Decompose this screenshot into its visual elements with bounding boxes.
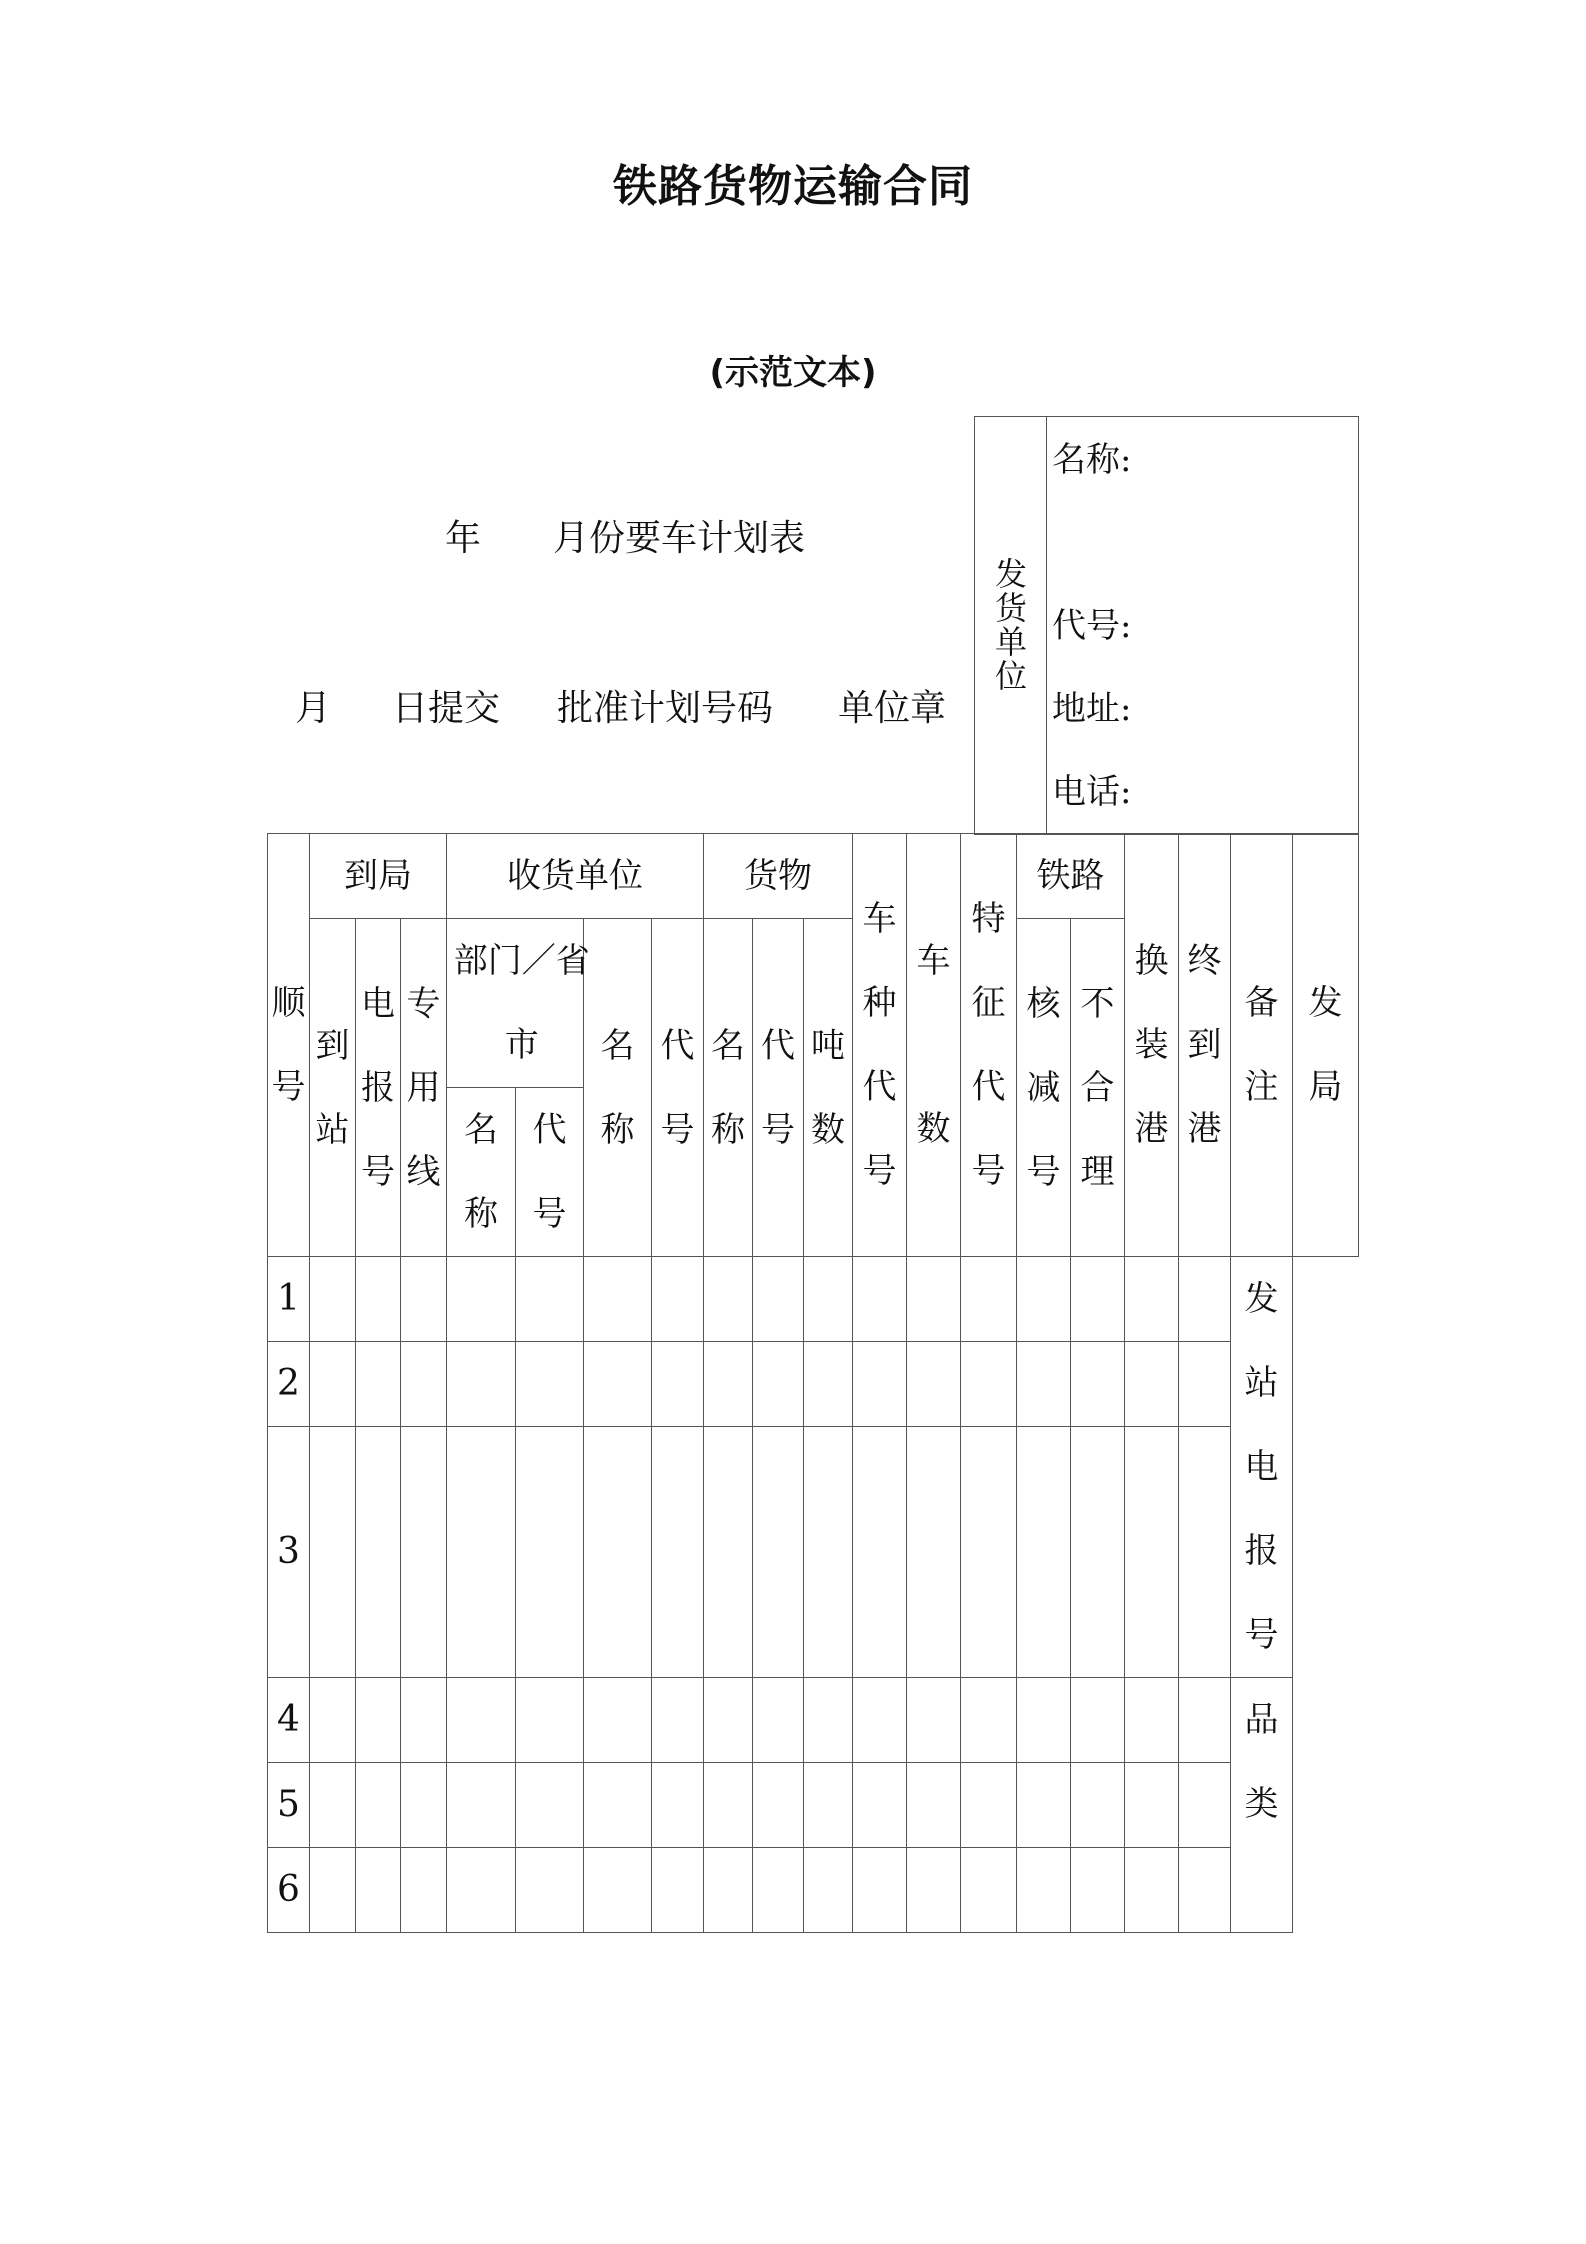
cell[interactable] <box>1179 1257 1231 1342</box>
header-remarks: 备注 <box>1231 834 1293 1257</box>
cell[interactable] <box>753 1763 804 1848</box>
cell[interactable] <box>1125 1678 1179 1763</box>
cell[interactable] <box>1071 1342 1125 1427</box>
cell[interactable] <box>356 1763 401 1848</box>
cell[interactable] <box>853 1678 907 1763</box>
table-row <box>268 1848 1359 1933</box>
cell[interactable] <box>584 1763 652 1848</box>
shipper-address-label: 地址: <box>1052 689 1132 729</box>
cell[interactable] <box>401 1848 447 1933</box>
header-car-count: 车数 <box>907 834 961 1257</box>
header-verify-reduce-no: 核减号 <box>1017 919 1071 1257</box>
cell[interactable] <box>652 1763 704 1848</box>
document-title: 铁路货物运输合同 <box>613 161 973 212</box>
cell[interactable] <box>516 1427 584 1678</box>
header-consignee-code: 代号 <box>652 919 704 1257</box>
header-goods: 货物 <box>704 834 853 919</box>
cell[interactable] <box>1071 1678 1125 1763</box>
cell[interactable] <box>652 1342 704 1427</box>
cell[interactable] <box>704 1763 753 1848</box>
cell[interactable] <box>1017 1427 1071 1678</box>
cell[interactable] <box>804 1427 853 1678</box>
cell[interactable] <box>961 1342 1017 1427</box>
cell[interactable] <box>310 1848 356 1933</box>
cell[interactable] <box>1179 1678 1231 1763</box>
cell[interactable] <box>401 1427 447 1678</box>
header-unreasonable: 不合理 <box>1071 919 1125 1257</box>
cell[interactable] <box>1017 1763 1071 1848</box>
cell[interactable] <box>804 1257 853 1342</box>
cell[interactable] <box>356 1427 401 1678</box>
cell[interactable] <box>310 1342 356 1427</box>
cell[interactable] <box>1179 1427 1231 1678</box>
shipper-heading: 发货单位 <box>995 555 1028 695</box>
cell[interactable] <box>853 1257 907 1342</box>
cell[interactable] <box>584 1342 652 1427</box>
cell[interactable] <box>516 1342 584 1427</box>
row-number: 3 <box>268 1427 310 1678</box>
table-row <box>268 1678 1359 1763</box>
cell[interactable] <box>1125 1763 1179 1848</box>
table-row <box>268 1763 1359 1848</box>
cell[interactable] <box>310 1257 356 1342</box>
cell[interactable] <box>401 1257 447 1342</box>
header-goods-code: 代号 <box>753 919 804 1257</box>
header-seq: 顺号 <box>268 834 310 1257</box>
cell[interactable] <box>704 1427 753 1678</box>
header-consignee-name: 名称 <box>584 919 652 1257</box>
cell[interactable] <box>516 1848 584 1933</box>
cell[interactable] <box>516 1257 584 1342</box>
side-note-dispatch-telegraph: 发站电报号 <box>1231 1257 1293 1678</box>
shipper-name-label: 名称: <box>1052 440 1132 480</box>
header-railway: 铁路 <box>1017 834 1125 919</box>
cell[interactable] <box>310 1427 356 1678</box>
cell[interactable] <box>1017 1678 1071 1763</box>
row-number: 4 <box>268 1678 310 1763</box>
cell[interactable] <box>1071 1848 1125 1933</box>
cell[interactable] <box>1071 1763 1125 1848</box>
cell[interactable] <box>356 1848 401 1933</box>
table-row <box>268 1427 1359 1678</box>
cell[interactable] <box>652 1678 704 1763</box>
cell[interactable] <box>516 1678 584 1763</box>
cell[interactable] <box>310 1678 356 1763</box>
cell[interactable] <box>401 1342 447 1427</box>
cell[interactable] <box>652 1257 704 1342</box>
cell[interactable] <box>753 1257 804 1342</box>
header-telegraph-no: 电报号 <box>356 919 401 1257</box>
cell[interactable] <box>961 1848 1017 1933</box>
shipper-code-label: 代号: <box>1052 606 1132 646</box>
cell[interactable] <box>1017 1257 1071 1342</box>
header-private-line: 专用线 <box>401 919 447 1257</box>
header-dispatch-bureau: 发局 <box>1293 834 1359 1257</box>
cell[interactable] <box>961 1427 1017 1678</box>
cell[interactable] <box>961 1678 1017 1763</box>
cell[interactable] <box>753 1427 804 1678</box>
cell[interactable] <box>907 1848 961 1933</box>
cell[interactable] <box>704 1678 753 1763</box>
cell[interactable] <box>1125 1342 1179 1427</box>
table-row <box>268 1257 1359 1342</box>
cell[interactable] <box>1017 1342 1071 1427</box>
row-number: 1 <box>268 1257 310 1342</box>
cell[interactable] <box>1179 1342 1231 1427</box>
cell[interactable] <box>804 1678 853 1763</box>
cell[interactable] <box>907 1678 961 1763</box>
table-row <box>268 1342 1359 1427</box>
cell[interactable] <box>356 1342 401 1427</box>
cell[interactable] <box>447 1848 516 1933</box>
cell[interactable] <box>516 1763 584 1848</box>
cell[interactable] <box>447 1763 516 1848</box>
row-number: 6 <box>268 1848 310 1933</box>
cell[interactable] <box>1071 1427 1125 1678</box>
cell[interactable] <box>1125 1848 1179 1933</box>
month-label: 月 <box>295 688 332 729</box>
cell[interactable] <box>1179 1848 1231 1933</box>
header-dept-code: 代号 <box>516 1088 584 1257</box>
header-dept-name: 名称 <box>447 1088 516 1257</box>
cell[interactable] <box>584 1848 652 1933</box>
cell[interactable] <box>401 1678 447 1763</box>
header-tonnage: 吨数 <box>804 919 853 1257</box>
cell[interactable] <box>652 1848 704 1933</box>
shipper-divider <box>1046 416 1047 835</box>
approved-plan-number-label: 批准计划号码 <box>557 688 774 729</box>
cell[interactable] <box>907 1342 961 1427</box>
cell[interactable] <box>447 1678 516 1763</box>
header-arrival-bureau: 到局 <box>310 834 447 919</box>
cell[interactable] <box>704 1848 753 1933</box>
header-consignee-unit: 收货单位 <box>447 834 704 919</box>
cell[interactable] <box>447 1257 516 1342</box>
cell[interactable] <box>961 1763 1017 1848</box>
cell[interactable] <box>401 1763 447 1848</box>
cell[interactable] <box>907 1763 961 1848</box>
cell[interactable] <box>704 1257 753 1342</box>
cell[interactable] <box>804 1763 853 1848</box>
cell[interactable] <box>907 1427 961 1678</box>
cell[interactable] <box>652 1427 704 1678</box>
cell[interactable] <box>961 1257 1017 1342</box>
cell[interactable] <box>1179 1763 1231 1848</box>
year-label: 年 <box>445 518 482 559</box>
cell[interactable] <box>1071 1257 1125 1342</box>
cell[interactable] <box>1125 1427 1179 1678</box>
cell[interactable] <box>1017 1848 1071 1933</box>
cell[interactable] <box>804 1848 853 1933</box>
cell[interactable] <box>1125 1257 1179 1342</box>
header-car-type-code: 车种代号 <box>853 834 907 1257</box>
cell[interactable] <box>853 1427 907 1678</box>
cell[interactable] <box>447 1342 516 1427</box>
cell[interactable] <box>584 1427 652 1678</box>
header-feature-code: 特征代号 <box>961 834 1017 1257</box>
header-dept-province-city: 部门／省市 <box>447 919 584 1088</box>
row-number: 2 <box>268 1342 310 1427</box>
month-plan-label: 月份要车计划表 <box>553 518 806 559</box>
header-arrival-station: 到站 <box>310 919 356 1257</box>
day-submit-label: 日提交 <box>392 688 501 729</box>
row-number: 5 <box>268 1763 310 1848</box>
header-destination-port: 终到港 <box>1179 834 1231 1257</box>
cell[interactable] <box>584 1678 652 1763</box>
cell[interactable] <box>753 1678 804 1763</box>
cell[interactable] <box>310 1763 356 1848</box>
cell[interactable] <box>804 1342 853 1427</box>
cell[interactable] <box>447 1427 516 1678</box>
car-plan-table <box>267 833 1359 1933</box>
cell[interactable] <box>356 1257 401 1342</box>
cell[interactable] <box>356 1678 401 1763</box>
cell[interactable] <box>753 1848 804 1933</box>
cell[interactable] <box>907 1257 961 1342</box>
shipper-phone-label: 电话: <box>1052 772 1132 812</box>
cell[interactable] <box>853 1848 907 1933</box>
unit-seal-label: 单位章 <box>838 688 947 729</box>
header-goods-name: 名称 <box>704 919 753 1257</box>
header-transfer-port: 换装港 <box>1125 834 1179 1257</box>
cell[interactable] <box>853 1342 907 1427</box>
document-subtitle: (示范文本) <box>709 353 877 393</box>
side-note-category: 品类 <box>1231 1678 1293 1933</box>
cell[interactable] <box>853 1763 907 1848</box>
cell[interactable] <box>753 1342 804 1427</box>
cell[interactable] <box>704 1342 753 1427</box>
cell[interactable] <box>584 1257 652 1342</box>
